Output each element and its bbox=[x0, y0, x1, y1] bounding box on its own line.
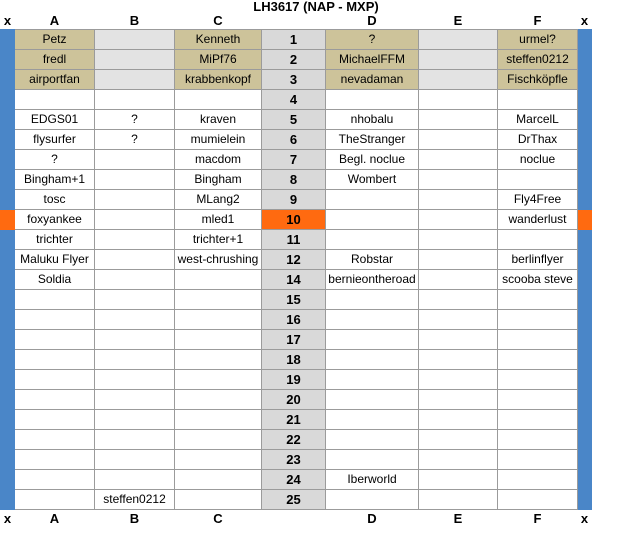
seat-cell[interactable] bbox=[498, 490, 578, 510]
seat-cell[interactable]: MiPf76 bbox=[175, 50, 262, 70]
row-number: 8 bbox=[262, 170, 326, 190]
column-header-a: A bbox=[49, 13, 60, 28]
side-bar-right bbox=[578, 130, 592, 150]
seat-cell[interactable] bbox=[498, 430, 578, 450]
seat-cell[interactable] bbox=[95, 230, 175, 250]
seat-cell[interactable]: Fischköpfle bbox=[498, 70, 578, 90]
seat-cell[interactable] bbox=[95, 190, 175, 210]
seat-cell[interactable]: mumielein bbox=[175, 130, 262, 150]
side-bar-left bbox=[1, 470, 15, 490]
seat-cell[interactable] bbox=[419, 410, 498, 430]
side-bar-left bbox=[1, 410, 15, 430]
column-header-e: E bbox=[453, 13, 463, 28]
column-header-row-bottom bbox=[1, 510, 592, 528]
seat-cell[interactable] bbox=[419, 250, 498, 270]
seat-cell[interactable] bbox=[326, 330, 419, 350]
seat-cell[interactable] bbox=[498, 470, 578, 490]
column-header-f: F bbox=[533, 13, 542, 28]
seat-cell[interactable]: MarcelL bbox=[498, 110, 578, 130]
side-bar-right bbox=[578, 450, 592, 470]
seat-cell[interactable]: mled1 bbox=[175, 210, 262, 230]
seat-cell[interactable]: trichter+1 bbox=[175, 230, 262, 250]
seat-cell[interactable] bbox=[419, 110, 498, 130]
seat-cell[interactable] bbox=[326, 490, 419, 510]
side-bar-right bbox=[578, 50, 592, 70]
seat-cell[interactable] bbox=[95, 410, 175, 430]
column-header-row-top bbox=[1, 12, 592, 30]
seat-cell[interactable]: Fly4Free bbox=[498, 190, 578, 210]
seat-cell[interactable] bbox=[95, 210, 175, 230]
row-number: 3 bbox=[262, 70, 326, 90]
side-bar-right bbox=[578, 470, 592, 490]
seat-cell[interactable]: noclue bbox=[498, 150, 578, 170]
side-bar-left bbox=[1, 450, 15, 470]
column-header-d: D bbox=[367, 13, 377, 28]
seat-cell[interactable] bbox=[95, 270, 175, 290]
seat-cell[interactable] bbox=[419, 430, 498, 450]
side-bar-left bbox=[1, 390, 15, 410]
seat-cell[interactable] bbox=[419, 390, 498, 410]
seat-cell[interactable] bbox=[326, 390, 419, 410]
aisle-header bbox=[262, 510, 326, 528]
seat-cell[interactable] bbox=[15, 450, 95, 470]
seat-cell[interactable] bbox=[498, 370, 578, 390]
row-number: 10 bbox=[262, 210, 326, 230]
seat-cell[interactable] bbox=[95, 450, 175, 470]
seat-cell[interactable] bbox=[326, 450, 419, 470]
side-bar-left bbox=[1, 290, 15, 310]
seat-cell[interactable]: Begl. noclue bbox=[326, 150, 419, 170]
seat-map bbox=[0, 12, 632, 527]
row-number: 23 bbox=[262, 450, 326, 470]
row-number: 1 bbox=[262, 30, 326, 50]
table-row bbox=[1, 250, 592, 270]
seat-cell[interactable] bbox=[175, 410, 262, 430]
seat-cell[interactable] bbox=[419, 330, 498, 350]
side-bar-left bbox=[1, 70, 15, 90]
seat-cell[interactable] bbox=[175, 430, 262, 450]
side-bar-left bbox=[1, 310, 15, 330]
seat-cell[interactable]: Iberworld bbox=[326, 470, 419, 490]
side-bar-right bbox=[578, 350, 592, 370]
table-row bbox=[1, 150, 592, 170]
side-bar-right bbox=[578, 110, 592, 130]
row-number: 7 bbox=[262, 150, 326, 170]
row-number: 4 bbox=[262, 90, 326, 110]
seat-cell[interactable] bbox=[326, 190, 419, 210]
side-bar-left bbox=[1, 110, 15, 130]
row-number: 20 bbox=[262, 390, 326, 410]
seat-cell[interactable] bbox=[498, 310, 578, 330]
seat-cell[interactable]: ? bbox=[95, 110, 175, 130]
seat-cell[interactable]: Robstar bbox=[326, 250, 419, 270]
close-icon[interactable]: x bbox=[3, 511, 12, 526]
seat-cell[interactable] bbox=[498, 90, 578, 110]
column-header-b: B bbox=[129, 13, 140, 28]
seat-cell[interactable] bbox=[419, 350, 498, 370]
row-number: 17 bbox=[262, 330, 326, 350]
column-header-c: C bbox=[213, 13, 223, 28]
table-row bbox=[1, 370, 592, 390]
seat-cell[interactable] bbox=[419, 270, 498, 290]
seat-cell[interactable] bbox=[498, 330, 578, 350]
seat-cell[interactable] bbox=[326, 230, 419, 250]
seat-cell[interactable] bbox=[15, 310, 95, 330]
seat-cell[interactable]: DrThax bbox=[498, 130, 578, 150]
seat-cell[interactable] bbox=[95, 290, 175, 310]
seat-cell[interactable] bbox=[498, 230, 578, 250]
seat-cell[interactable] bbox=[95, 470, 175, 490]
table-row bbox=[1, 50, 592, 70]
row-number: 25 bbox=[262, 490, 326, 510]
seat-cell[interactable]: urmel? bbox=[498, 30, 578, 50]
seat-cell[interactable]: airportfan bbox=[15, 70, 95, 90]
seat-cell[interactable] bbox=[15, 350, 95, 370]
seat-cell[interactable] bbox=[498, 390, 578, 410]
side-bar-right bbox=[578, 250, 592, 270]
table-row bbox=[1, 350, 592, 370]
seat-cell[interactable] bbox=[498, 290, 578, 310]
seat-cell[interactable]: steffen0212 bbox=[95, 490, 175, 510]
table-row bbox=[1, 190, 592, 210]
seat-cell[interactable] bbox=[326, 410, 419, 430]
seat-cell[interactable] bbox=[95, 170, 175, 190]
table-row bbox=[1, 310, 592, 330]
seat-cell[interactable] bbox=[95, 90, 175, 110]
row-number: 11 bbox=[262, 230, 326, 250]
row-number: 12 bbox=[262, 250, 326, 270]
seat-cell[interactable]: Petz bbox=[15, 30, 95, 50]
seat-cell[interactable]: fredl bbox=[15, 50, 95, 70]
row-number: 6 bbox=[262, 130, 326, 150]
seat-cell[interactable] bbox=[15, 430, 95, 450]
row-number: 24 bbox=[262, 470, 326, 490]
seat-cell[interactable] bbox=[95, 430, 175, 450]
side-bar-right bbox=[578, 70, 592, 90]
seat-cell[interactable] bbox=[419, 90, 498, 110]
row-number: 22 bbox=[262, 430, 326, 450]
seat-cell[interactable] bbox=[15, 410, 95, 430]
row-number: 5 bbox=[262, 110, 326, 130]
seat-cell[interactable] bbox=[419, 150, 498, 170]
seat-cell[interactable] bbox=[15, 490, 95, 510]
seat-cell[interactable]: EDGS01 bbox=[15, 110, 95, 130]
seat-cell[interactable] bbox=[419, 170, 498, 190]
table-row bbox=[1, 450, 592, 470]
table-row bbox=[1, 390, 592, 410]
seat-cell[interactable] bbox=[95, 250, 175, 270]
side-bar-left bbox=[1, 30, 15, 50]
table-row bbox=[1, 90, 592, 110]
seat-cell[interactable] bbox=[326, 290, 419, 310]
seat-cell[interactable]: MichaelFFM bbox=[326, 50, 419, 70]
seat-cell[interactable]: foxyankee bbox=[15, 210, 95, 230]
seat-cell[interactable] bbox=[175, 350, 262, 370]
seat-cell[interactable] bbox=[419, 130, 498, 150]
side-bar-right bbox=[578, 210, 592, 230]
row-number: 21 bbox=[262, 410, 326, 430]
side-bar-right bbox=[578, 490, 592, 510]
seat-cell[interactable]: Soldia bbox=[15, 270, 95, 290]
seat-cell[interactable]: west-chrushing bbox=[175, 250, 262, 270]
column-header-d: D bbox=[367, 511, 377, 526]
seat-cell[interactable] bbox=[419, 450, 498, 470]
seat-cell[interactable]: steffen0212 bbox=[498, 50, 578, 70]
seat-cell[interactable] bbox=[498, 450, 578, 470]
seat-cell[interactable] bbox=[419, 70, 498, 90]
seat-cell[interactable] bbox=[95, 370, 175, 390]
seat-cell[interactable] bbox=[175, 470, 262, 490]
side-bar-left bbox=[1, 210, 15, 230]
row-number: 16 bbox=[262, 310, 326, 330]
side-bar-left bbox=[1, 370, 15, 390]
side-bar-left bbox=[1, 50, 15, 70]
seat-cell[interactable]: Bingham+1 bbox=[15, 170, 95, 190]
side-bar-right bbox=[578, 30, 592, 50]
seat-cell[interactable]: nhobalu bbox=[326, 110, 419, 130]
seat-cell[interactable] bbox=[419, 310, 498, 330]
side-bar-right bbox=[578, 150, 592, 170]
column-header-b: B bbox=[129, 511, 140, 526]
seat-cell[interactable]: ? bbox=[326, 30, 419, 50]
seat-cell[interactable] bbox=[95, 50, 175, 70]
side-bar-right bbox=[578, 290, 592, 310]
side-bar-right bbox=[578, 370, 592, 390]
seat-cell[interactable] bbox=[175, 90, 262, 110]
seat-cell[interactable] bbox=[326, 430, 419, 450]
side-bar-right bbox=[578, 170, 592, 190]
row-number: 2 bbox=[262, 50, 326, 70]
side-bar-left bbox=[1, 130, 15, 150]
page-title: LH3617 (NAP - MXP) bbox=[253, 0, 379, 14]
side-bar-left bbox=[1, 270, 15, 290]
row-number: 9 bbox=[262, 190, 326, 210]
seat-cell[interactable] bbox=[15, 330, 95, 350]
table-row bbox=[1, 410, 592, 430]
close-icon[interactable]: x bbox=[3, 13, 12, 28]
table-row bbox=[1, 30, 592, 50]
seat-cell[interactable]: Bingham bbox=[175, 170, 262, 190]
seat-cell[interactable] bbox=[175, 330, 262, 350]
table-row bbox=[1, 230, 592, 250]
seat-cell[interactable] bbox=[175, 370, 262, 390]
close-icon[interactable]: x bbox=[580, 13, 589, 28]
column-header-c: C bbox=[213, 511, 223, 526]
seat-cell[interactable] bbox=[15, 370, 95, 390]
seat-cell[interactable]: Maluku Flyer bbox=[15, 250, 95, 270]
seat-cell[interactable] bbox=[15, 90, 95, 110]
side-bar-left bbox=[1, 190, 15, 210]
row-number: 15 bbox=[262, 290, 326, 310]
seat-map-table bbox=[0, 12, 592, 527]
seat-cell[interactable]: trichter bbox=[15, 230, 95, 250]
side-bar-left bbox=[1, 350, 15, 370]
seat-cell[interactable] bbox=[95, 330, 175, 350]
seat-cell[interactable] bbox=[326, 310, 419, 330]
seat-cell[interactable] bbox=[95, 70, 175, 90]
side-bar-left bbox=[1, 330, 15, 350]
side-bar-left bbox=[1, 250, 15, 270]
seat-cell[interactable] bbox=[498, 170, 578, 190]
side-bar-right bbox=[578, 90, 592, 110]
seat-cell[interactable] bbox=[326, 370, 419, 390]
row-number: 19 bbox=[262, 370, 326, 390]
side-bar-right bbox=[578, 410, 592, 430]
side-bar-right bbox=[578, 390, 592, 410]
seat-cell[interactable] bbox=[419, 290, 498, 310]
side-bar-right bbox=[578, 230, 592, 250]
side-bar-right bbox=[578, 330, 592, 350]
seat-cell[interactable] bbox=[95, 350, 175, 370]
row-number: 14 bbox=[262, 270, 326, 290]
seat-cell[interactable]: tosc bbox=[15, 190, 95, 210]
seat-cell[interactable] bbox=[175, 290, 262, 310]
seat-cell[interactable] bbox=[419, 490, 498, 510]
seat-cell[interactable]: macdom bbox=[175, 150, 262, 170]
seat-cell[interactable] bbox=[95, 390, 175, 410]
seat-cell[interactable] bbox=[419, 50, 498, 70]
side-bar-left bbox=[1, 90, 15, 110]
table-row bbox=[1, 210, 592, 230]
column-header-e: E bbox=[453, 511, 463, 526]
table-row bbox=[1, 170, 592, 190]
seat-cell[interactable] bbox=[498, 350, 578, 370]
seat-cell[interactable] bbox=[175, 270, 262, 290]
seat-cell[interactable] bbox=[175, 310, 262, 330]
side-bar-left bbox=[1, 150, 15, 170]
seat-cell[interactable] bbox=[419, 470, 498, 490]
seat-cell[interactable] bbox=[95, 310, 175, 330]
seat-cell[interactable]: ? bbox=[95, 130, 175, 150]
side-bar-right bbox=[578, 310, 592, 330]
side-bar-right bbox=[578, 190, 592, 210]
table-row bbox=[1, 330, 592, 350]
seat-cell[interactable] bbox=[419, 370, 498, 390]
seat-cell[interactable] bbox=[15, 470, 95, 490]
seat-cell[interactable]: bernieontheroad bbox=[326, 270, 419, 290]
seat-cell[interactable]: kraven bbox=[175, 110, 262, 130]
table-row bbox=[1, 270, 592, 290]
side-bar-left bbox=[1, 430, 15, 450]
seat-cell[interactable]: berlinflyer bbox=[498, 250, 578, 270]
column-header-a: A bbox=[49, 511, 60, 526]
seat-cell[interactable]: TheStranger bbox=[326, 130, 419, 150]
column-header-f: F bbox=[533, 511, 542, 526]
seat-cell[interactable] bbox=[175, 450, 262, 470]
seat-cell[interactable] bbox=[175, 390, 262, 410]
table-row bbox=[1, 430, 592, 450]
seat-cell[interactable]: MLang2 bbox=[175, 190, 262, 210]
seat-cell[interactable]: Wombert bbox=[326, 170, 419, 190]
table-row bbox=[1, 490, 592, 510]
seat-cell[interactable] bbox=[95, 150, 175, 170]
seat-cell[interactable]: wanderlust bbox=[498, 210, 578, 230]
seat-cell[interactable] bbox=[326, 90, 419, 110]
seat-cell[interactable]: Kenneth bbox=[175, 30, 262, 50]
seat-cell[interactable]: krabbenkopf bbox=[175, 70, 262, 90]
seat-cell[interactable] bbox=[419, 30, 498, 50]
seat-cell[interactable] bbox=[419, 230, 498, 250]
seat-cell[interactable] bbox=[419, 190, 498, 210]
row-number: 18 bbox=[262, 350, 326, 370]
table-row bbox=[1, 470, 592, 490]
table-row bbox=[1, 110, 592, 130]
side-bar-left bbox=[1, 170, 15, 190]
seat-cell[interactable] bbox=[15, 390, 95, 410]
table-row bbox=[1, 130, 592, 150]
side-bar-right bbox=[578, 270, 592, 290]
seat-cell[interactable]: flysurfer bbox=[15, 130, 95, 150]
aisle-header bbox=[262, 12, 326, 30]
side-bar-left bbox=[1, 490, 15, 510]
seat-cell[interactable] bbox=[15, 290, 95, 310]
seat-cell[interactable] bbox=[419, 210, 498, 230]
seat-cell[interactable] bbox=[95, 30, 175, 50]
table-row bbox=[1, 70, 592, 90]
seat-cell[interactable]: nevadaman bbox=[326, 70, 419, 90]
seat-cell[interactable] bbox=[498, 410, 578, 430]
table-row bbox=[1, 290, 592, 310]
side-bar-left bbox=[1, 230, 15, 250]
side-bar-right bbox=[578, 430, 592, 450]
seat-cell[interactable] bbox=[326, 210, 419, 230]
seat-cell[interactable]: ? bbox=[15, 150, 95, 170]
seat-cell[interactable] bbox=[326, 350, 419, 370]
seat-cell[interactable]: scooba steve bbox=[498, 270, 578, 290]
seat-cell[interactable] bbox=[175, 490, 262, 510]
close-icon[interactable]: x bbox=[580, 511, 589, 526]
